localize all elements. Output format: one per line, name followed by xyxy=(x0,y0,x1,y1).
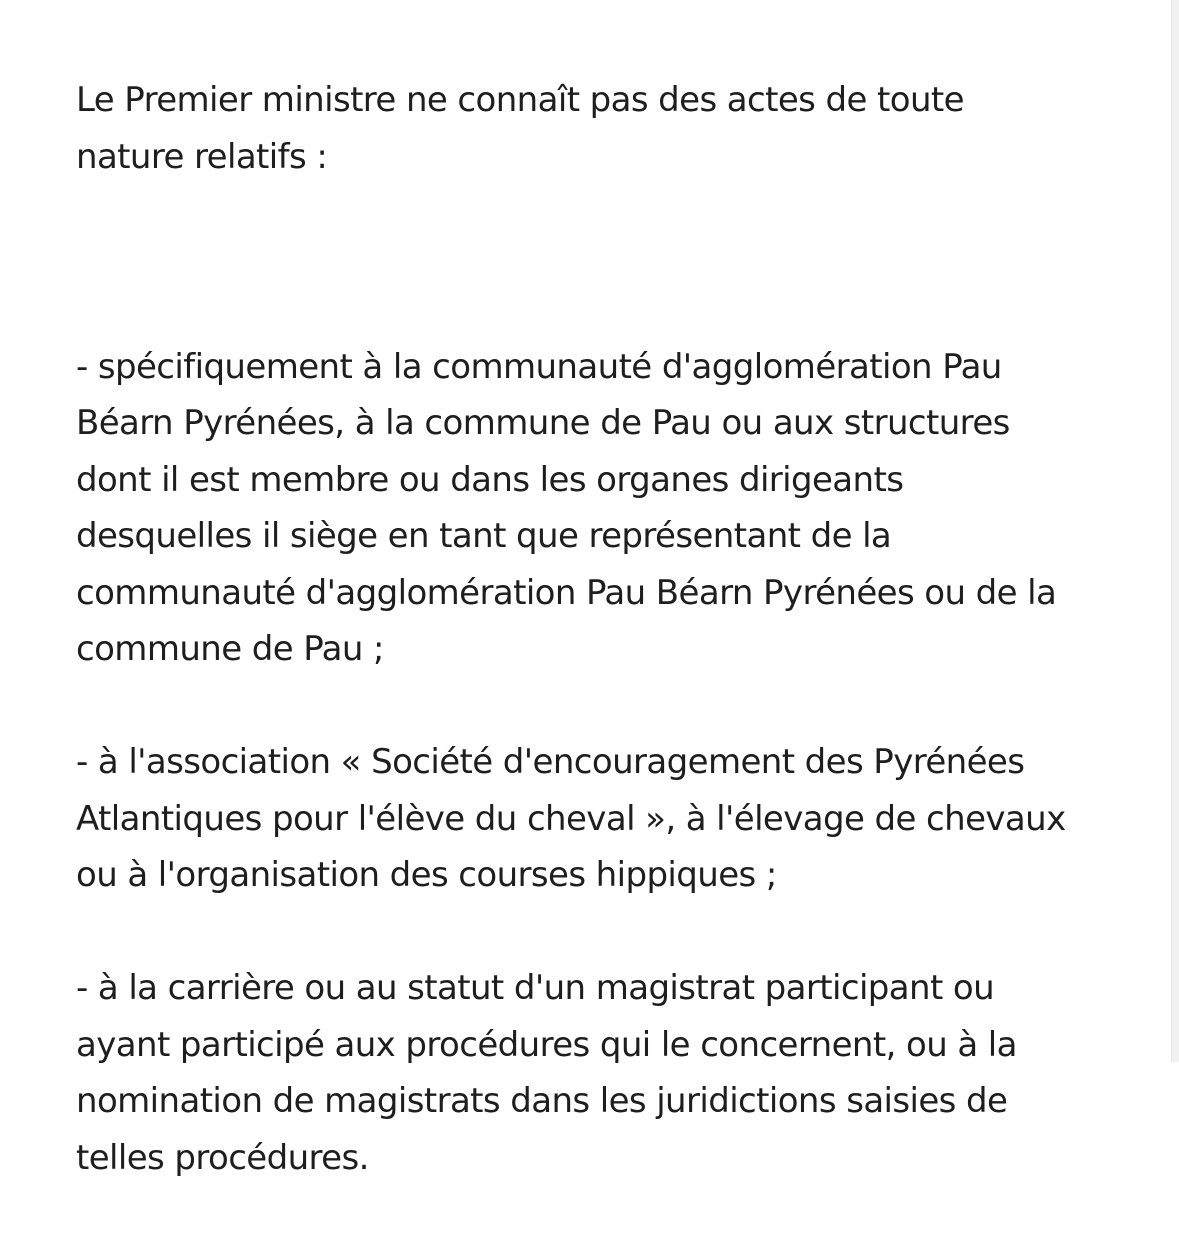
list-item: - à la carrière ou au statut d'un magistrat participant ou ayant participé aux procédures qui le concernent, ou à la nomination de magistrats dans les juridictions saisies de telles procédures. xyxy=(76,968,1017,1178)
scrollbar-track[interactable] xyxy=(1171,0,1179,1062)
list-item: - spécifiquement à la communauté d'agglomération Pau Béarn Pyrénées, à la commune de Pau ou aux structures dont il est membre ou dans les organes dirigeants desquelles il siège en tant que représentant de la communauté d'agglomération Pau Béarn Pyrénées ou de la commune de Pau ; xyxy=(76,346,1057,669)
decision-list xyxy=(76,282,1136,1243)
intro-paragraph: Le Premier ministre ne connaît pas des actes de toute nature relatifs : xyxy=(76,80,964,177)
list-item: - à l'association « Société d'encouragement des Pyrénées Atlantiques pour l'élève du cheval », à l'élevage de chevaux ou à l'organisation des courses hippiques ; xyxy=(76,742,1066,895)
